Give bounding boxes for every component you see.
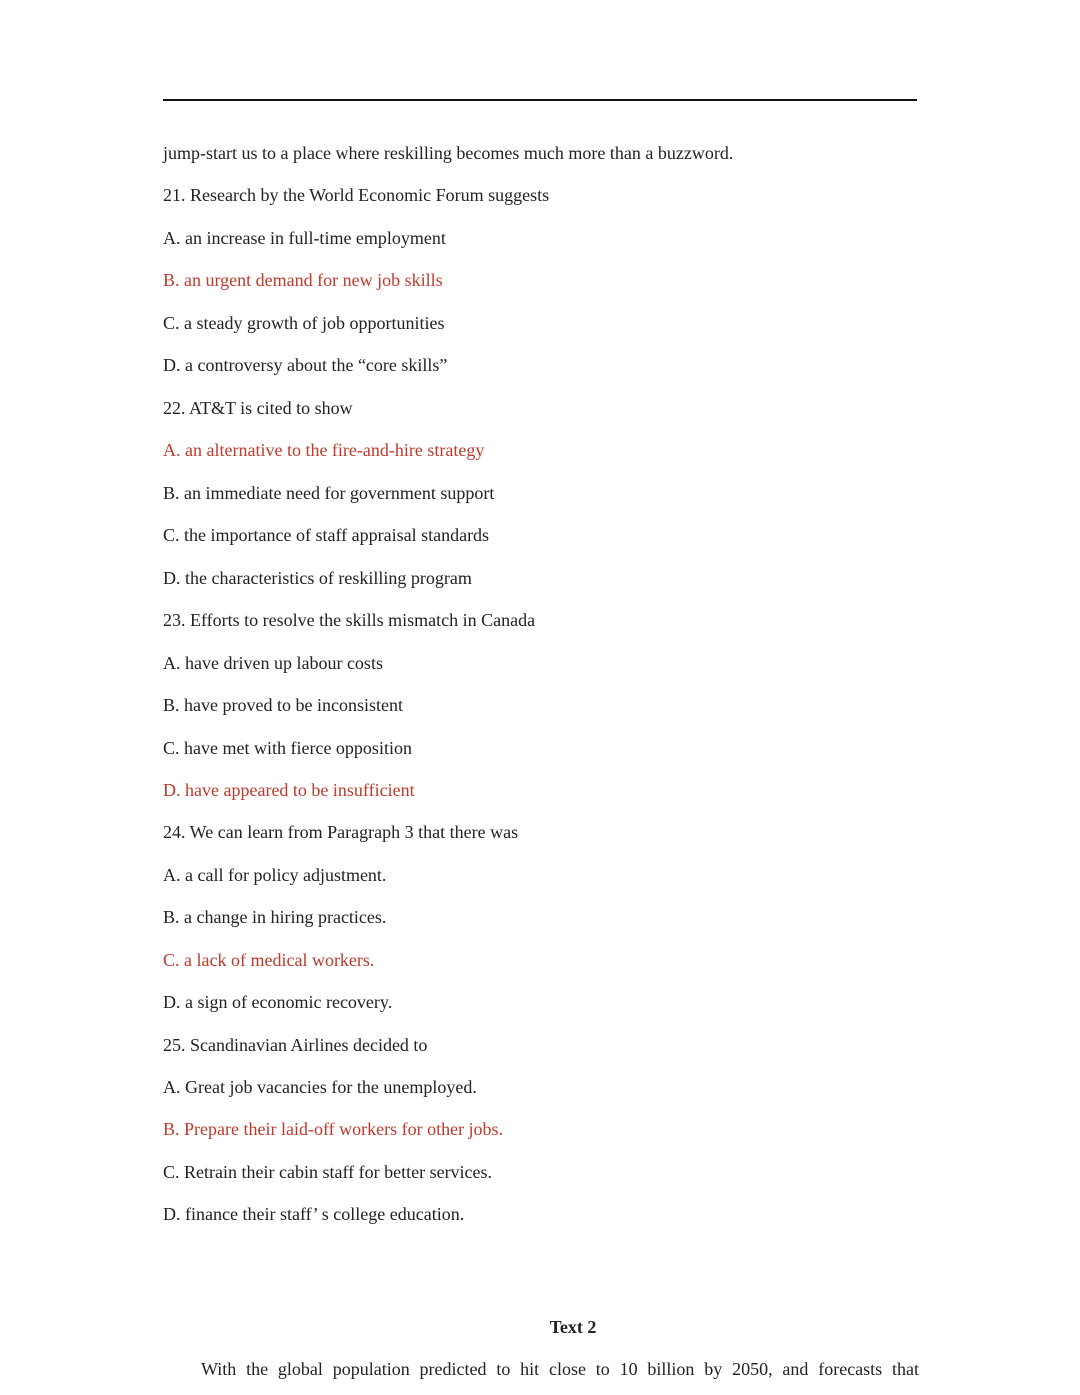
question-24-option-d: D. a sign of economic recovery. [163,992,393,1012]
text-2-first-line: With the global population predicted to hit close to 10 billion by 2050, and forecasts that [201,1359,919,1379]
text-2-heading: Text 2 [549,1317,597,1337]
header-rule [163,99,917,101]
question-23-option-d-answer: D. have appeared to be insufficient [163,780,415,800]
question-24-option-a: A. a call for policy adjustment. [163,865,387,885]
question-21-option-a: A. an increase in full-time employment [163,228,446,248]
question-22-option-a-answer: A. an alternative to the fire-and-hire strategy [163,440,485,460]
question-22-option-c: C. the importance of staff appraisal standards [163,525,490,545]
question-23-option-c: C. have met with fierce opposition [163,738,412,758]
question-25-option-a: A. Great job vacancies for the unemployed. [163,1077,477,1097]
question-22-option-b: B. an immediate need for government support [163,483,495,503]
question-21-option-b-answer: B. an urgent demand for new job skills [163,270,443,290]
question-25-option-b-answer: B. Prepare their laid-off workers for other jobs. [163,1119,504,1139]
question-24-option-c-answer: C. a lack of medical workers. [163,950,375,970]
question-24-stem: 24. We can learn from Paragraph 3 that there was [163,822,519,842]
intro-line: jump-start us to a place where reskilling becomes much more than a buzzword. [163,143,734,163]
question-23-option-b: B. have proved to be inconsistent [163,695,403,715]
question-21-stem: 21. Research by the World Economic Forum suggests [163,185,550,205]
question-25-option-c: C. Retrain their cabin staff for better services. [163,1162,493,1182]
question-22-option-d: D. the characteristics of reskilling program [163,568,472,588]
question-22-stem: 22. AT&T is cited to show [163,398,353,418]
question-25-option-d: D. finance their staff’ s college education. [163,1204,465,1224]
question-24-option-b: B. a change in hiring practices. [163,907,387,927]
question-25-stem: 25. Scandinavian Airlines decided to [163,1035,428,1055]
question-23-option-a: A. have driven up labour costs [163,653,383,673]
question-21-option-c: C. a steady growth of job opportunities [163,313,445,333]
question-23-stem: 23. Efforts to resolve the skills mismatch in Canada [163,610,536,630]
question-21-option-d: D. a controversy about the “core skills” [163,355,448,375]
